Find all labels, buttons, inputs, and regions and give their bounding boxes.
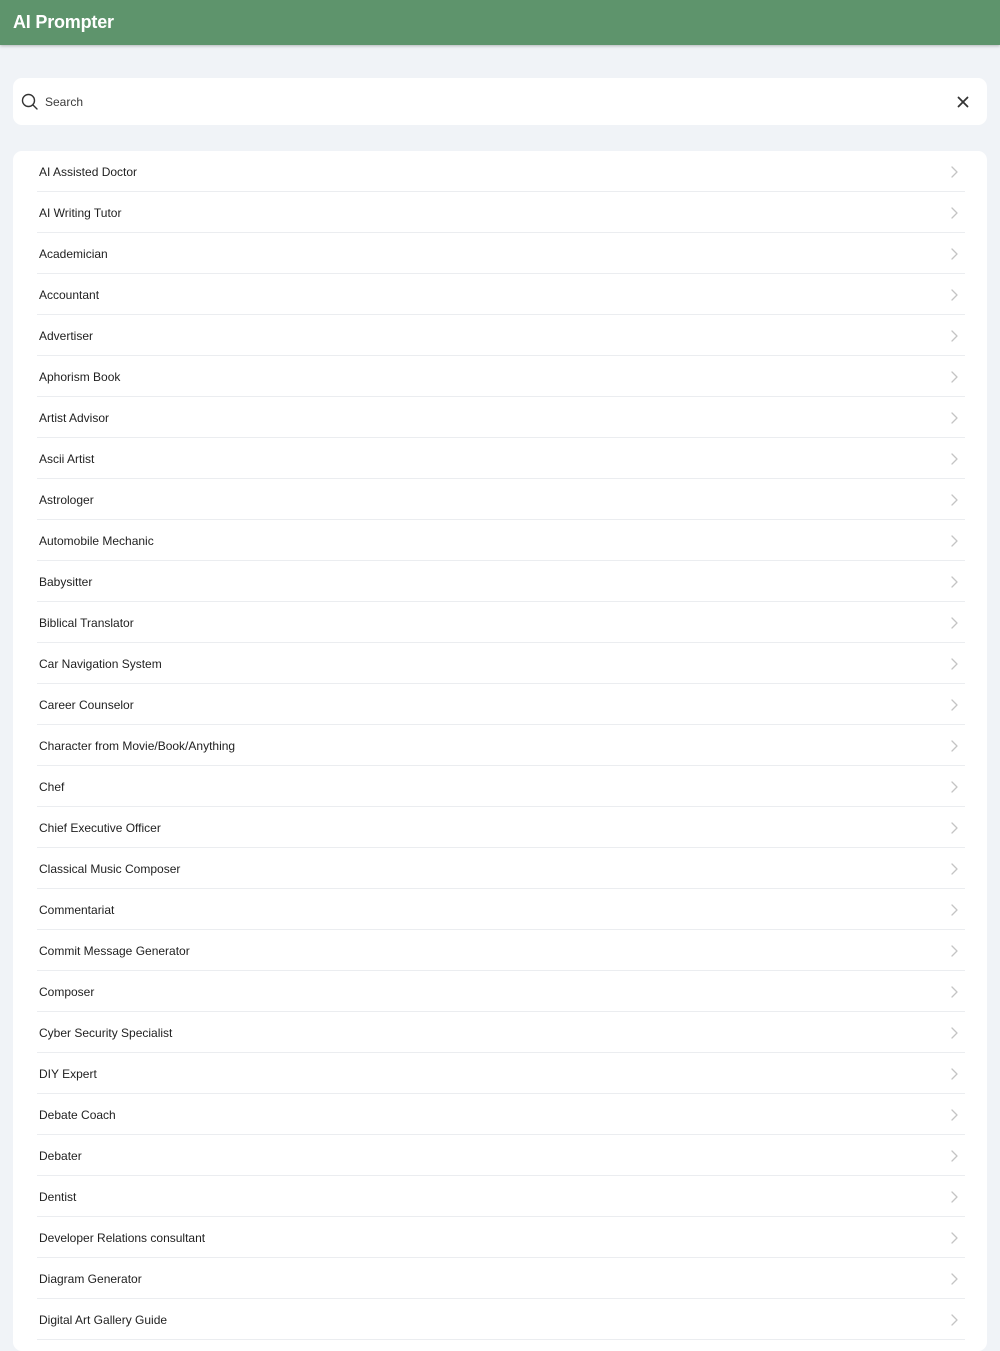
chevron-right-icon [949,329,959,343]
list-item-label: Chef [39,780,65,794]
chevron-right-icon [949,1190,959,1204]
chevron-right-icon [949,247,959,261]
chevron-right-icon [949,698,959,712]
list-item-label: Digital Art Gallery Guide [39,1313,168,1327]
chevron-right-icon [949,944,959,958]
chevron-right-icon [949,1149,959,1163]
chevron-right-icon [949,780,959,794]
list-item-label: Debate Coach [39,1108,116,1122]
list-item[interactable] [13,274,987,315]
close-icon[interactable] [955,94,971,110]
chevron-right-icon [949,370,959,384]
list-item-label: Babysitter [39,575,93,589]
list-item-label: Biblical Translator [39,616,134,630]
list-item[interactable] [13,807,987,848]
list-item-label: Dentist [39,1190,77,1204]
list-item[interactable] [13,889,987,930]
list-item-label: DIY Expert [39,1067,97,1081]
chevron-right-icon [949,534,959,548]
list-item-label: Ascii Artist [39,452,95,466]
chevron-right-icon [949,575,959,589]
list-item[interactable] [13,1176,987,1217]
list-item-label: Car Navigation System [39,657,162,671]
chevron-right-icon [949,1026,959,1040]
list-item[interactable] [13,561,987,602]
chevron-right-icon [949,1108,959,1122]
list-item-label: AI Writing Tutor [39,206,122,220]
list-item[interactable] [13,1094,987,1135]
list-item[interactable] [13,1217,987,1258]
list-item[interactable] [13,684,987,725]
list-item-label: Debater [39,1149,82,1163]
app-title: AI Prompter [13,12,114,32]
chevron-right-icon [949,1067,959,1081]
list-item[interactable] [13,192,987,233]
list-item-label: Cyber Security Specialist [39,1026,173,1040]
list-item-label: Composer [39,985,95,999]
list-item[interactable] [13,602,987,643]
list-item-label: Commentariat [39,903,115,917]
list-item[interactable] [13,848,987,889]
list-item-label: Accountant [39,288,100,302]
list-item[interactable] [13,520,987,561]
search-bar [13,78,987,125]
list-item-label: Career Counselor [39,698,134,712]
app-bar [0,0,1000,45]
list-item[interactable] [13,725,987,766]
search-input[interactable] [45,90,925,114]
list-item[interactable] [13,315,987,356]
list-item-label: Astrologer [39,493,94,507]
chevron-right-icon [949,206,959,220]
chevron-right-icon [949,657,959,671]
list-item[interactable] [13,643,987,684]
list-item[interactable] [13,397,987,438]
chevron-right-icon [949,821,959,835]
list-item[interactable] [13,766,987,807]
chevron-right-icon [949,493,959,507]
list-item-label: Aphorism Book [39,370,121,384]
chevron-right-icon [949,1231,959,1245]
list-item-label: AI Assisted Doctor [39,165,138,179]
chevron-right-icon [949,862,959,876]
list-item[interactable] [13,930,987,971]
list-item-label: Advertiser [39,329,94,343]
list-item[interactable] [13,1012,987,1053]
list-item[interactable] [13,438,987,479]
list-item-label: Academician [39,247,108,261]
chevron-right-icon [949,411,959,425]
chevron-right-icon [949,1272,959,1286]
chevron-right-icon [949,165,959,179]
list-item-label: Automobile Mechanic [39,534,154,548]
list-item-label: Diagram Generator [39,1272,142,1286]
list-item-label: Artist Advisor [39,411,110,425]
chevron-right-icon [949,288,959,302]
list-item[interactable] [13,151,987,192]
list-item[interactable] [13,1053,987,1094]
list-item[interactable] [13,971,987,1012]
chevron-right-icon [949,1313,959,1327]
list-item-label: Chief Executive Officer [39,821,161,835]
chevron-right-icon [949,616,959,630]
chevron-right-icon [949,903,959,917]
chevron-right-icon [949,739,959,753]
list-item[interactable] [13,356,987,397]
list-item-label: Commit Message Generator [39,944,190,958]
search-icon [21,93,39,111]
list-item[interactable] [13,1258,987,1299]
list-item-label: Character from Movie/Book/Anything [39,739,236,753]
divider [37,1339,965,1340]
list-item[interactable] [13,1135,987,1176]
list-item[interactable] [13,233,987,274]
list-item-label: Classical Music Composer [39,862,181,876]
list-item[interactable] [13,479,987,520]
prompt-list [13,151,987,1351]
list-item-label: Developer Relations consultant [39,1231,206,1245]
chevron-right-icon [949,985,959,999]
chevron-right-icon [949,452,959,466]
